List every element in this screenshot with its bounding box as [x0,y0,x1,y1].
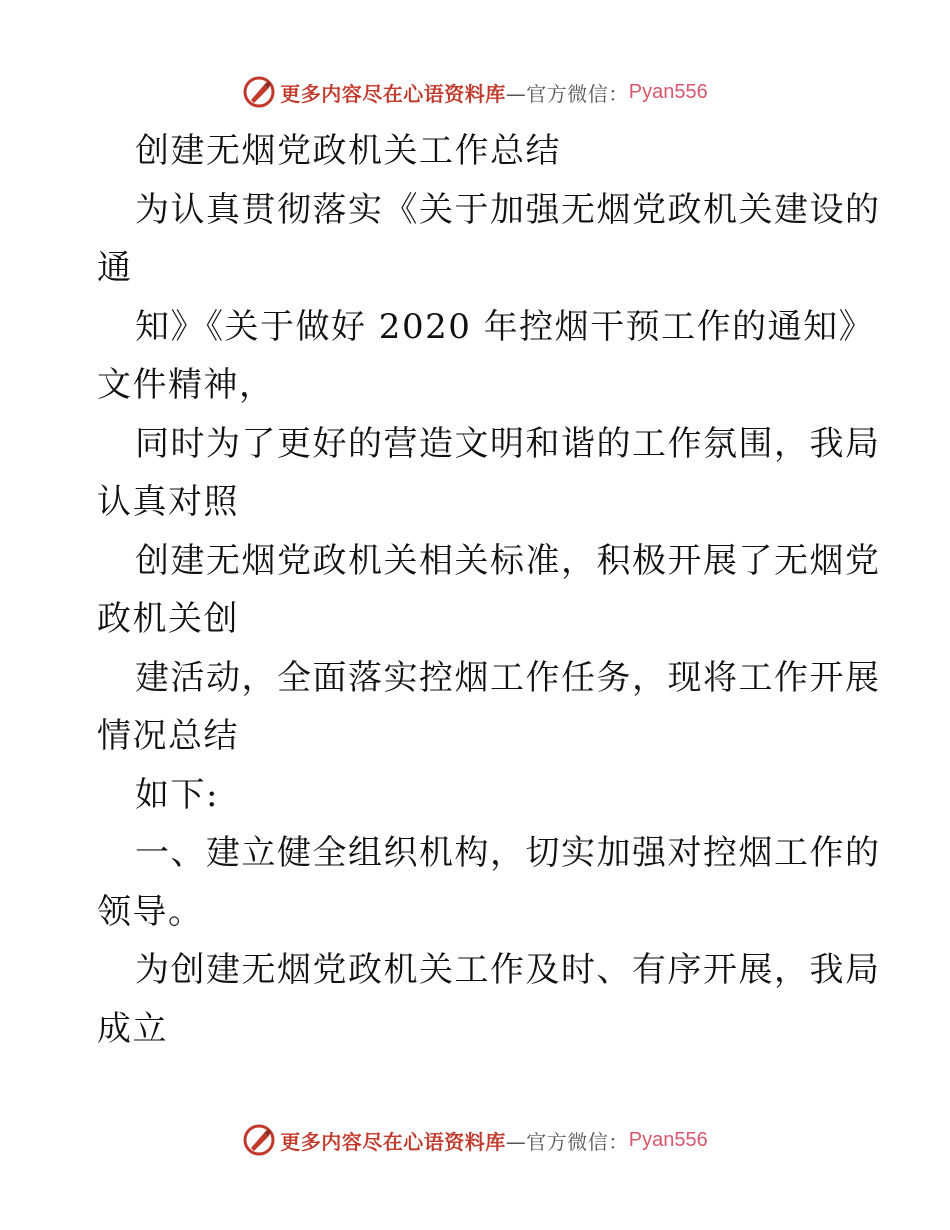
text-line: 情况总结 [97,716,239,756]
section-heading: 一、建立健全组织机构，切实加强对控烟工作的 [135,833,881,873]
document-body [97,122,881,1058]
watermark-wechat-id: Pyan556 [628,1128,708,1151]
text-line: 文件精神， [97,365,275,405]
watermark-wechat-label: —官方微信： [505,81,629,106]
text-line: 认真对照 [97,482,239,522]
text-line: 政机关创 [97,599,239,639]
watermark-site-text: 更多内容尽在心语资料库 [280,1129,506,1154]
text-line: 领导。 [97,891,204,932]
watermark-wechat-label: —官方微信： [505,1129,629,1154]
text-line: 创建无烟党政机关相关标准，积极开展了无烟党 [135,540,881,581]
text-line: 同时为了更好的营造文明和谐的工作氛围，我局 [135,423,881,464]
text-line: 通 [97,248,133,288]
pen-logo-icon [242,75,276,109]
header-watermark [0,72,950,112]
footer-watermark [0,1120,950,1160]
text-line: 为认真贯彻落实《关于加强无烟党政机关建设的 [135,189,881,230]
text-line: 建活动，全面落实控烟工作任务，现将工作开展 [135,657,881,698]
text-line: 成立 [97,1008,168,1049]
text-line: 知》《关于做好 2020 年控烟干预工作的通知》 [135,306,875,347]
watermark-site-text: 更多内容尽在心语资料库 [280,81,506,106]
pen-logo-icon [242,1123,276,1157]
watermark-wechat-id: Pyan556 [628,80,708,103]
text-line: 为创建无烟党政机关工作及时、有序开展，我局 [135,950,881,990]
document-title: 创建无烟党政机关工作总结 [135,131,561,171]
text-line: 如下: [135,774,219,815]
